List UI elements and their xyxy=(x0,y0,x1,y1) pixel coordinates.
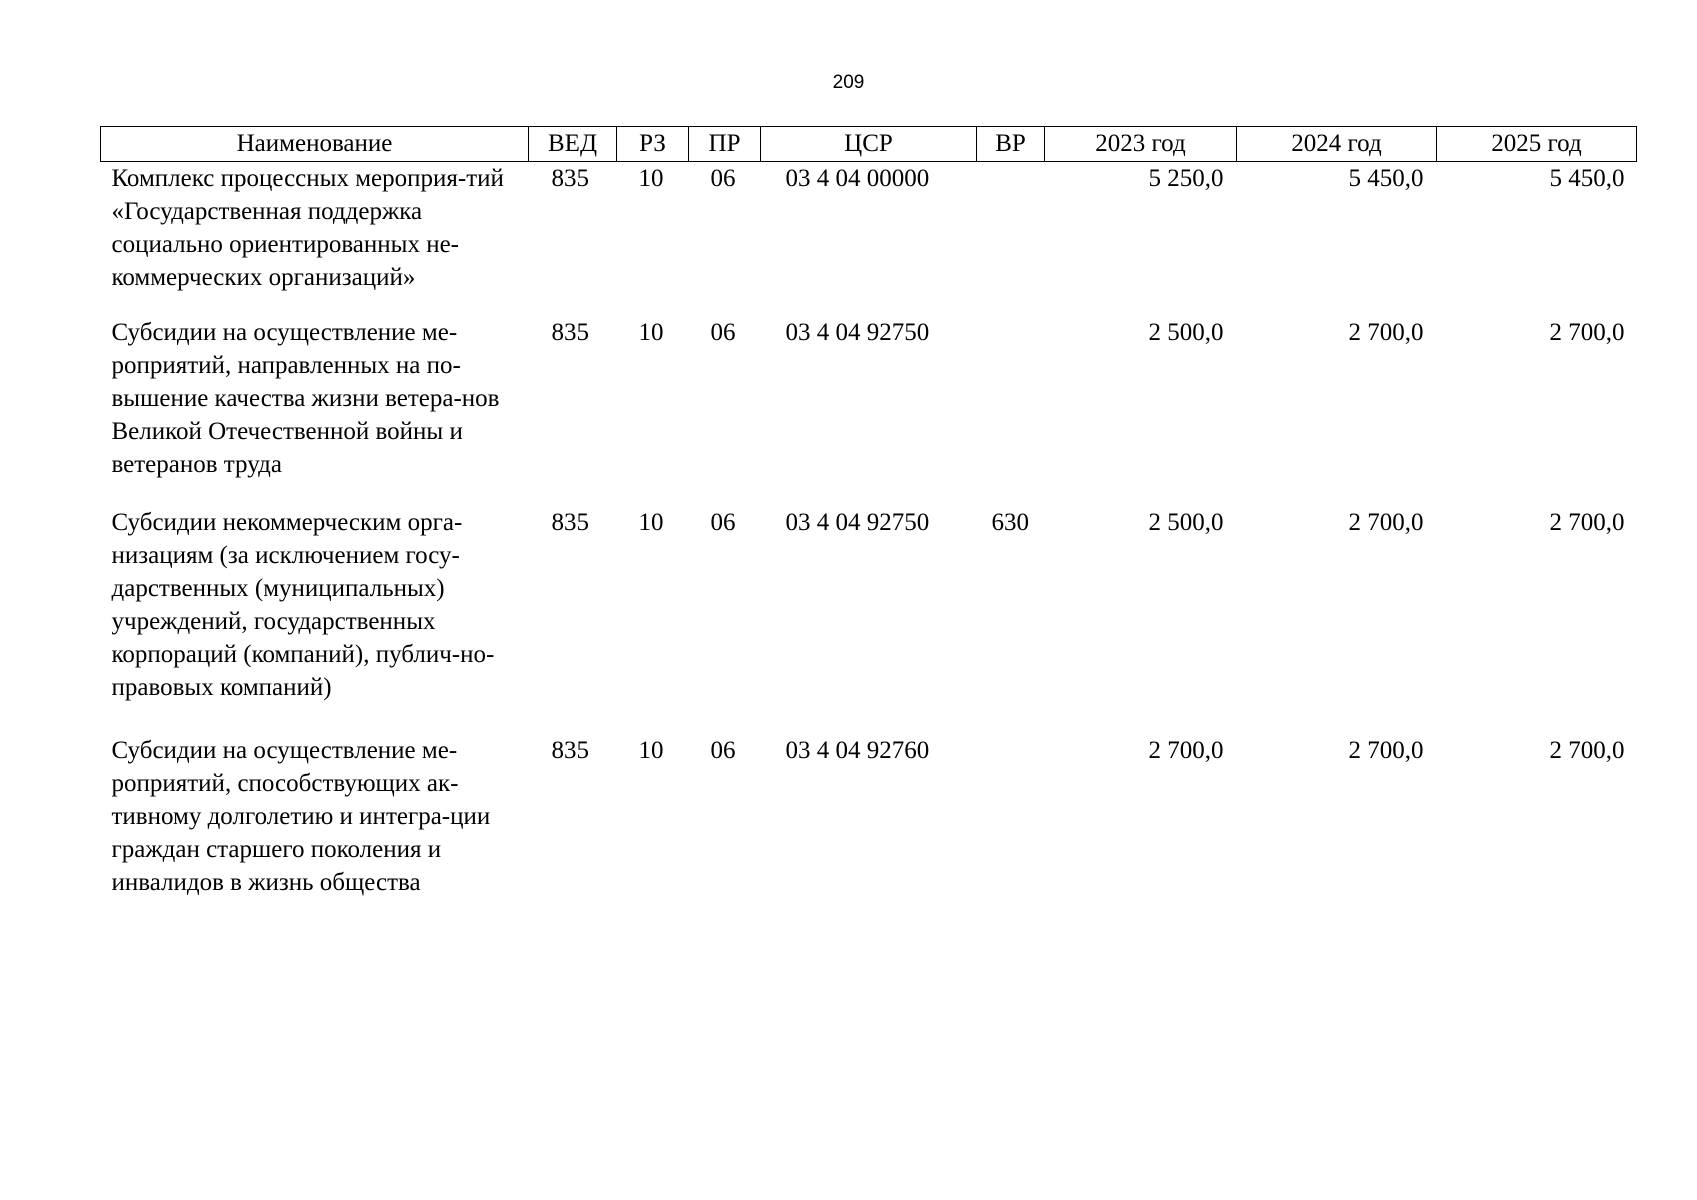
cell-2025: 2 700,0 xyxy=(1549,737,1625,764)
header-2023: 2023 год xyxy=(1045,127,1237,162)
cell-rz: 10 xyxy=(638,319,664,346)
cell-ved: 835 xyxy=(551,319,589,346)
table-row xyxy=(101,506,1637,734)
cell-pr: 06 xyxy=(710,319,736,346)
table-row xyxy=(101,734,1637,899)
cell-2024: 5 450,0 xyxy=(1348,165,1424,192)
cell-rz: 10 xyxy=(638,165,664,192)
table-header-row xyxy=(101,127,1637,162)
header-csr: ЦСР xyxy=(761,127,977,162)
table-row xyxy=(101,316,1637,506)
cell-2024: 2 700,0 xyxy=(1348,319,1424,346)
cell-name: Субсидии на осуществление ме-роприятий, направленных на по-вышение качества жизни ветера-нов Великой Отечественной войны и ветеранов труда xyxy=(111,319,500,478)
cell-ved: 835 xyxy=(551,165,589,192)
cell-name: Комплекс процессных мероприя-тий «Государственная поддержка социально ориентированных не-коммерческих организаций» xyxy=(111,165,504,291)
header-vr: ВР xyxy=(977,127,1045,162)
table-row xyxy=(101,162,1637,317)
cell-2023: 2 500,0 xyxy=(1148,509,1224,536)
cell-csr: 03 4 04 92750 xyxy=(785,319,930,346)
cell-2023: 2 700,0 xyxy=(1148,737,1224,764)
cell-ved: 835 xyxy=(551,509,589,536)
cell-vr xyxy=(977,734,1045,899)
cell-2023: 2 500,0 xyxy=(1148,319,1224,346)
cell-2024: 2 700,0 xyxy=(1348,509,1424,536)
cell-2025: 5 450,0 xyxy=(1549,165,1625,192)
cell-pr: 06 xyxy=(710,509,736,536)
cell-2023: 5 250,0 xyxy=(1148,165,1224,192)
budget-table xyxy=(100,126,1637,899)
header-rz: РЗ xyxy=(617,127,689,162)
cell-csr: 03 4 04 92750 xyxy=(785,509,930,536)
cell-csr: 03 4 04 92760 xyxy=(785,737,930,764)
cell-name: Субсидии некоммерческим орга-низациям (за исключением госу-дарственных (муниципальных) учреждений, государственных корпораций (компаний), публич-но-правовых компаний) xyxy=(111,509,495,701)
cell-rz: 10 xyxy=(638,737,664,764)
cell-2025: 2 700,0 xyxy=(1549,319,1625,346)
page-number: 209 xyxy=(832,72,865,93)
header-name: Наименование xyxy=(101,127,529,162)
cell-rz: 10 xyxy=(638,509,664,536)
cell-vr xyxy=(977,162,1045,317)
cell-vr: 630 xyxy=(991,509,1029,536)
header-2024: 2024 год xyxy=(1237,127,1437,162)
cell-pr: 06 xyxy=(710,737,736,764)
cell-2024: 2 700,0 xyxy=(1348,737,1424,764)
cell-pr: 06 xyxy=(710,165,736,192)
header-pr: ПР xyxy=(689,127,761,162)
cell-ved: 835 xyxy=(551,737,589,764)
header-2025: 2025 год xyxy=(1437,127,1637,162)
cell-name: Субсидии на осуществление ме-роприятий, способствующих ак-тивному долголетию и интегра-ции граждан старшего поколения и инвалидов в жизнь общества xyxy=(111,737,491,896)
header-ved: ВЕД xyxy=(529,127,617,162)
cell-vr xyxy=(977,316,1045,506)
cell-csr: 03 4 04 00000 xyxy=(785,165,930,192)
cell-2025: 2 700,0 xyxy=(1549,509,1625,536)
